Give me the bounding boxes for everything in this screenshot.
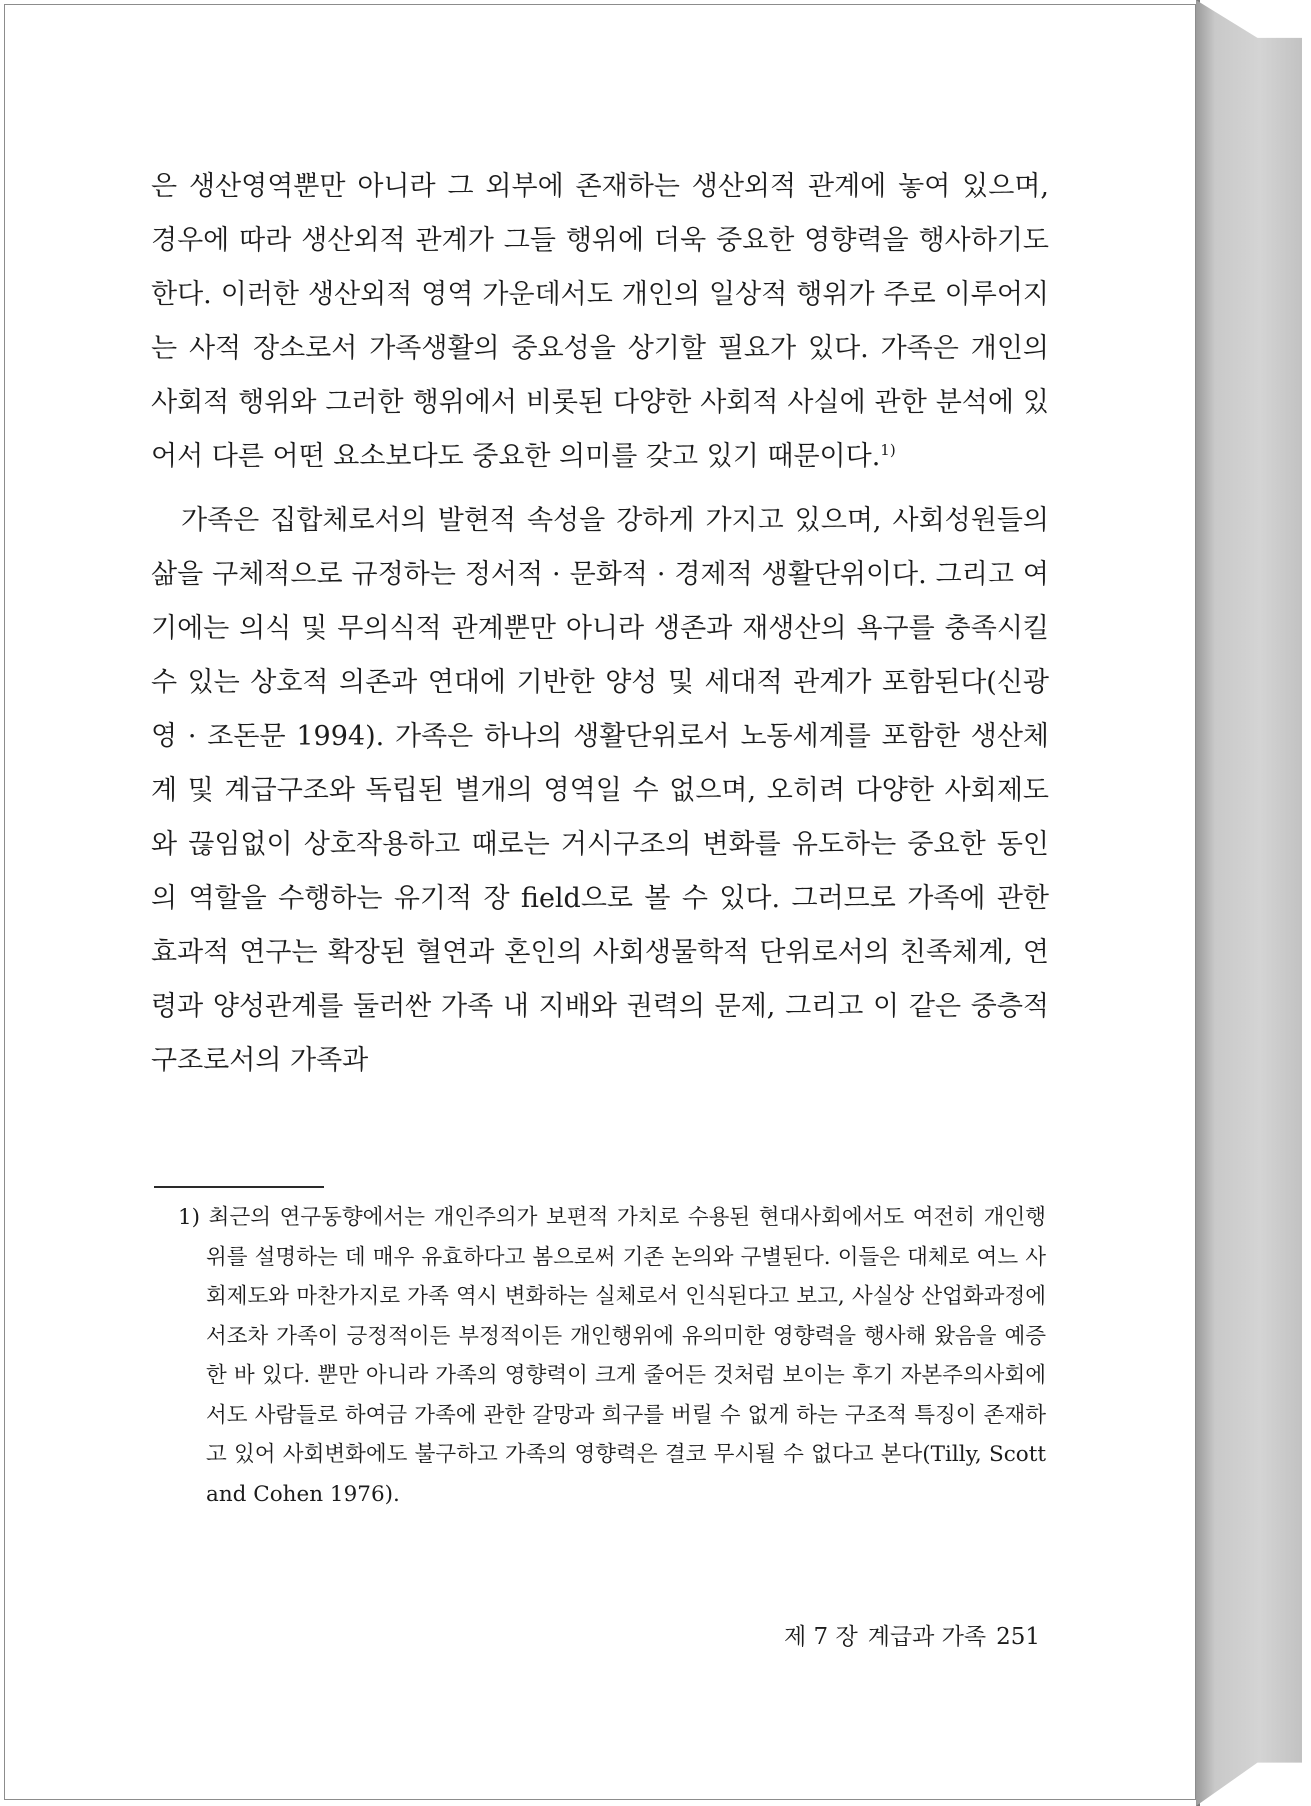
footnote-divider [154, 1186, 324, 1188]
footnote-1: 1) 최근의 연구동향에서는 개인주의가 보편적 가치로 수용된 현대사회에서도 여전히 개인행위를 설명하는 데 매우 유효하다고 봄으로써 기존 논의와 구별된다. 이들은 대체로 여느 사회제도와 마찬가지로 가족 역시 변화하는 실체로서 인식된다고 보고, 사실상 산업화과정에서조차 가족이 긍정적이든 부정적이든 개인행위에 유의미한 영향력을 행사해 왔음을 예증한 바 있다. 뿐만 아니라 가족의 영향력이 크게 줄어든 것처럼 보이는 후기 자본주의사회에서도 사람들로 하여금 가족에 관한 갈망과 희구를 버릴 수 없게 하는 구조적 특징이 존재하고 있어 사회변화에도 불구하고 가족의 영향력은 결코 무시될 수 없다고 본다(Tilly, Scott and Cohen 1976). [178, 1205, 1046, 1507]
book-spine [1196, 0, 1302, 1806]
page-footer [740, 1618, 1040, 1651]
body-text [151, 160, 1049, 1088]
chapter-title: 계급과 가족 [867, 1624, 987, 1650]
chapter-label: 제 7 장 [783, 1624, 858, 1650]
paragraph-1-text: 은 생산영역뿐만 아니라 그 외부에 존재하는 생산외적 관계에 놓여 있으며, 경우에 따라 생산외적 관계가 그들 행위에 더욱 중요한 영향력을 행사하기도 한다. 이러한 생산외적 영역 가운데서도 개인의 일상적 행위가 주로 이루어지는 사적 장소로서 가족생활의 중요성을 상기할 필요가 있다. 가족은 개인의 사회적 행위와 그러한 행위에서 비롯된 다양한 사회적 사실에 관한 분석에 있어서 다른 어떤 요소보다도 중요한 의미를 갖고 있기 때문이다. [151, 171, 1049, 472]
paragraph-2: 가족은 집합체로서의 발현적 속성을 강하게 가지고 있으며, 사회성원들의 삶을 구체적으로 규정하는 정서적 · 문화적 · 경제적 생활단위이다. 그리고 여기에는 의식 및 무의식적 관계뿐만 아니라 생존과 재생산의 욕구를 충족시킬 수 있는 상호적 의존과 연대에 기반한 양성 및 세대적 관계가 포함된다(신광영 · 조돈문 1994). 가족은 하나의 생활단위로서 노동세계를 포함한 생산체계 및 계급구조와 독립된 별개의 영역일 수 없으며, 오히려 다양한 사회제도와 끊임없이 상호작용하고 때로는 거시구조의 변화를 유도하는 중요한 동인의 역할을 수행하는 유기적 장 field으로 볼 수 있다. 그러므로 가족에 관한 효과적 연구는 확장된 혈연과 혼인의 사회생물학적 단위로서의 친족체계, 연령과 양성관계를 둘러싼 가족 내 지배와 권력의 문제, 그리고 이 같은 중층적 구조로서의 가족과 [151, 505, 1049, 1076]
paragraph-1 [151, 160, 1049, 484]
page-number: 251 [996, 1624, 1040, 1650]
footnote-reference: 1) [880, 441, 896, 459]
